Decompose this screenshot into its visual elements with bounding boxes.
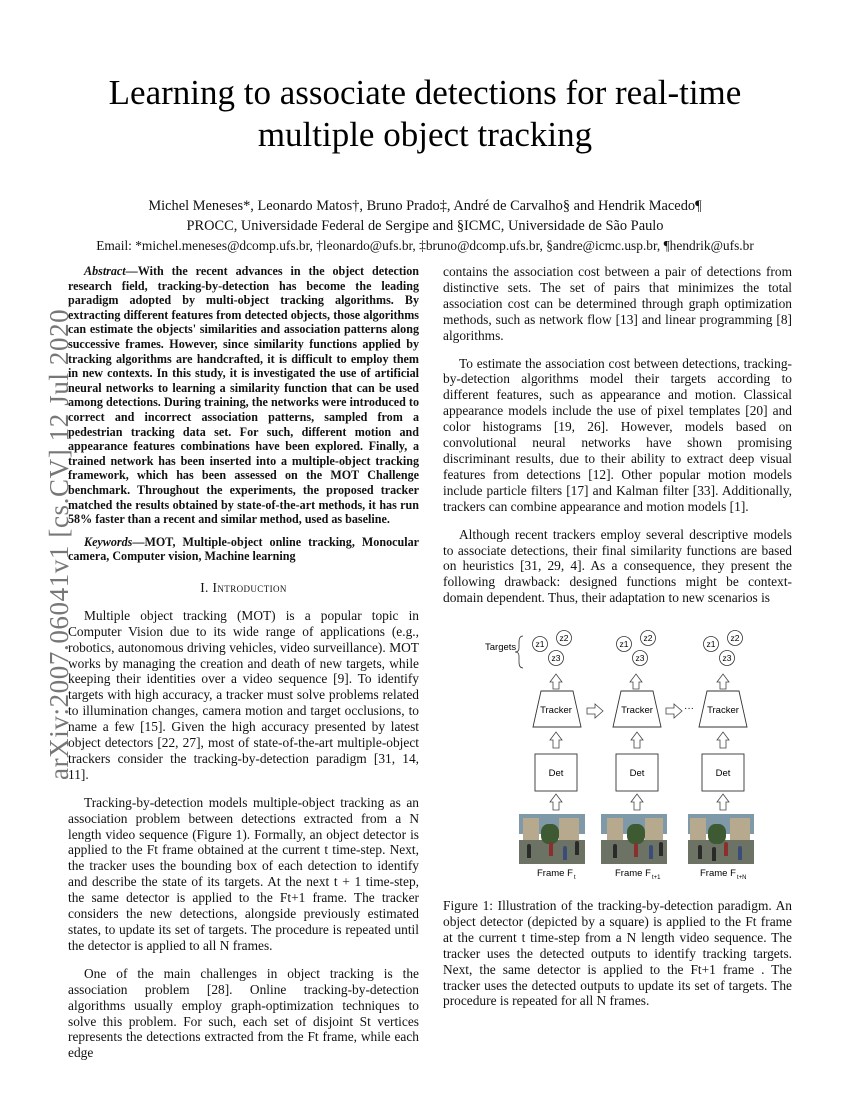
target-z3: z3: [635, 653, 645, 663]
brace: [515, 636, 523, 668]
up-arrow: [717, 794, 729, 810]
keywords-text: —MOT, Multiple-object online tracking, Monocular camera, Computer vision, Machine learning: [68, 534, 419, 564]
affiliation: PROCC, Universidade Federal de Sergipe and §ICMC, Universidade de São Paulo: [186, 218, 664, 234]
keywords-label: Keywords: [84, 534, 133, 549]
left-column: [68, 264, 419, 1061]
frame-label: Frame F: [537, 868, 573, 879]
frame-thumbnail: [601, 814, 667, 864]
paragraph: Multiple object tracking (MOT) is a popular topic in Computer Vision due to its wide range of applications (e.g., robotics, autonomous driving vehicles, video surveillance). MOT works by managing the creation and death of new targets, while keeping their identities over a video sequence [9]. To identify targets with high accuracy, a tracker must solve problems related to illumination changes, camera motion and target occlusions, to name a few [15]. Given the high accuracy presented by latest object detectors [22, 27], most of state-of-the-art multiple-object trackers consider the tracking-by-detection paradigm [31, 14, 11].: [68, 607, 419, 782]
right-arrow: [666, 704, 682, 718]
det-label: Det: [629, 768, 645, 779]
abstract-label: Abstract: [84, 264, 126, 278]
up-arrow: [550, 794, 562, 810]
paper-title: [60, 72, 790, 156]
frame-sub: t+1: [652, 875, 661, 881]
section-heading: I. Introduction: [200, 579, 287, 595]
tracker-label: Tracker: [540, 705, 572, 716]
target-z2: z2: [643, 633, 653, 643]
right-column: [443, 264, 792, 606]
target-z1: z1: [619, 639, 629, 649]
keywords: [68, 535, 419, 564]
target-z2: z2: [559, 633, 569, 643]
author-block: [40, 196, 810, 256]
up-arrow: [631, 794, 643, 810]
frame-thumbnail: [519, 814, 585, 864]
up-arrow: [717, 732, 729, 748]
frame-sub: t+N: [737, 875, 747, 881]
abstract: [68, 264, 419, 527]
tracker-label: Tracker: [621, 705, 653, 716]
title-line-1: Learning to associate detections for real-time: [108, 73, 742, 112]
target-z3: z3: [722, 653, 732, 663]
up-arrow: [717, 674, 729, 689]
tracker-label: Tracker: [707, 705, 739, 716]
figure-1: [443, 612, 792, 897]
paragraph: To estimate the association cost between detections, tracking-by-detection algorithms model their targets according to different features, such as appearance and motion. Classical appearance models include the use of pixel templates [20] and color histograms [19, 26]. However, models based on convolutional neural networks have shown promising discriminant results, due to their ability to extract deep visual features from detections [12]. Other popular motion models include particle filters [17] and Kalman filter [33]. Additionally, trackers can combine appearance and motion models [1].: [443, 355, 792, 514]
frame-label: Frame F: [615, 868, 651, 879]
targets-label: Targets: [485, 642, 517, 653]
frame-sub: t: [574, 875, 576, 881]
title-line-2: multiple object tracking: [257, 115, 593, 154]
det-label: Det: [548, 768, 564, 779]
paragraph: contains the association cost between a pair of detections from distinctive sets. The set of pairs that minimizes the total association cost can be determined through graph optimization methods, such as network flow [13] and linear programming [8] algorithms.: [443, 264, 792, 343]
up-arrow: [550, 732, 562, 748]
email-list: Email: *michel.meneses@dcomp.ufs.br, †leonardo@ufs.br, ‡bruno@dcomp.ufs.br, §andre@icmc.usp.br, ¶hendrik@ufs.br: [96, 238, 754, 253]
up-arrow: [631, 732, 643, 748]
target-z2: z2: [730, 633, 740, 643]
arxiv-stamp: arXiv:2007.06041v1 [cs.CV] 12 Jul 2020: [44, 308, 74, 780]
author-names: Michel Meneses*, Leonardo Matos†, Bruno Prado‡, André de Carvalho§ and Hendrik Macedo¶: [148, 198, 702, 214]
figure-caption: Figure 1: Illustration of the tracking-by-detection paradigm. An object detector (depicted by a square) is applied to the Ft frame at the current t time-step from a N length video sequence. The tracker uses the detected outputs to identify tracking targets. Next, the same detector is applied to the Ft+1 frame . The tracker uses the detected outputs to update its set of targets. The procedure is repeated for all N frames.: [443, 898, 792, 1009]
right-arrow: [587, 704, 603, 718]
paragraph: Although recent trackers employ several descriptive models to associate detections, their final similarity functions are based on heuristics [31, 29, 4]. As a consequence, they present the following drawback: designed functions might be context-domain dependent. Thus, their adaptation to new scenarios is: [443, 526, 792, 606]
abstract-text: —With the recent advances in the object detection research field, tracking-by-detection has become the leading paradigm adopted by multi-object tracking algorithms. By extracting different features from detected objects, those algorithms can estimate the objects' similarities and association patterns along successive frames. However, since similarity functions applied by tracking algorithms are handcrafted, it is difficult to employ them in new contexts. In this study, it is investigated the use of artificial neural networks to learning a similarity function that can be used among detections. During training, the networks were introduced to correct and incorrect association patterns, sampled from a pedestrian tracking data set. For such, different motion and appearance features combinations have been explored. Finally, a trained network has been inserted into a multiple-object tracking framework, which has been assessed on the MOT Challenge benchmark. Throughout the experiments, the proposed tracker matched the results obtained by state-of-the-art methods, it has run 58% faster than a recent and similar method, used as baseline.: [68, 264, 419, 527]
ellipsis: ···: [684, 703, 694, 714]
paragraph: Tracking-by-detection models multiple-object tracking as an association problem between detections extracted from a N length video sequence (Figure 1). Formally, an object detector is applied to the Ft frame obtained at the current t time-step. Next, the tracker uses the bounding box of each detection to identify and describe the state of its targets. At the next t + 1 time-step, the same detector is applied to the Ft+1 frame. The tracker considers the new detections, alongside previously estimated states, to update its set of targets. The procedure is repeated until the detector is applied to all N frames.: [68, 794, 419, 953]
target-z3: z3: [551, 653, 561, 663]
frame-thumbnail: [688, 814, 754, 864]
up-arrow: [550, 674, 562, 689]
target-z1: z1: [535, 639, 545, 649]
up-arrow: [630, 674, 642, 689]
det-label: Det: [715, 768, 731, 779]
paragraph: One of the main challenges in object tracking is the association problem [28]. Online tracking-by-detection algorithms usually employ graph-optimization techniques to solve this problem. For such, each set of disjoint St vertices represents the detections extracted from the Ft frame, while each edge: [68, 965, 419, 1061]
frame-label: Frame F: [700, 868, 736, 879]
target-z1: z1: [706, 639, 716, 649]
